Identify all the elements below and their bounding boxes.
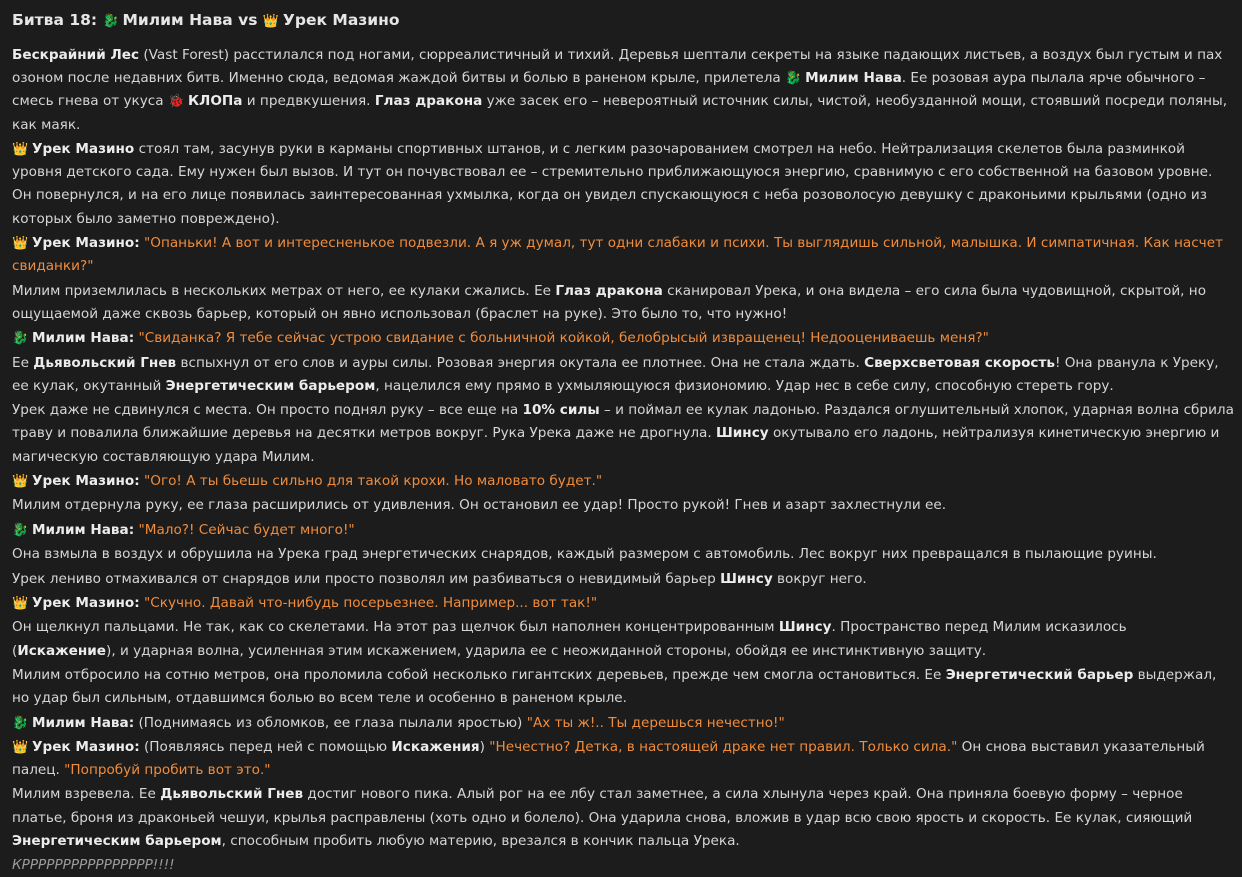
- text: вокруг него.: [772, 570, 867, 587]
- term-lightspeed: Сверхсветовая скорость: [864, 354, 1055, 371]
- text: Милим приземлилась в нескольких метрах от него, ее кулаки сжались. Ее: [12, 282, 556, 299]
- text: стоял там, засунув руки в карманы спортивных штанов, и с легким разочарованием смотрел на небо. Нейтрализация скелетов была разминкой уровня детского сада. Ему нужен был вызов. И тут он почувствовал ее – стремительно приближающуюся энергию, сравнимую с его собственной на базовом уровне. Он повернулся, и на его лице появилась заинтересованная ухмылка, когда он увидел спускающуюся с неба розоволосую девушку с драконьими крыльями (одно из которых было заметно повреждено).: [12, 141, 1213, 227]
- name-milim: Милим Нава: [805, 70, 902, 87]
- term-energy-barrier: Энергетическим барьером: [165, 377, 376, 394]
- text: Он снова выставил указательный палец.: [12, 738, 1205, 779]
- text: (Vast Forest) расстилался под ногами, сюрреалистичный и тихий. Деревья шептали секреты на языке падающих листьев, а воздух был густым и пах озоном после недавних битв. Именно сюда, ведомая жаждой битвы и болью в раненом крыле, прилетела: [12, 47, 1223, 87]
- crown-icon: 👑: [12, 142, 29, 157]
- speaker: Урек Мазино:: [32, 472, 140, 489]
- term-devil-wrath: Дьявольский Гнев: [33, 354, 177, 371]
- text: окутывало его ладонь, нейтрализуя кинетическую энергию и магическую составляющую удара Милим.: [12, 425, 1220, 465]
- speaker: Урек Мазино:: [32, 235, 140, 251]
- crown-icon: 👑: [12, 473, 29, 489]
- dialogue-4: [12, 519, 1234, 542]
- paragraph-18: [12, 783, 1234, 853]
- term-distortion: Искажение: [17, 642, 107, 659]
- crown-icon: 👑: [12, 236, 29, 251]
- stage-direction: (Появляясь перед ней с помощью: [139, 738, 392, 755]
- term-energy-barrier: Энергетический барьер: [945, 666, 1134, 683]
- text: – и поймал ее кулак ладонью. Раздался оглушительный хлопок, ударная волна сбрила траву и повалила ближайшие деревья на десятки метров вокруг. Рука Урека даже не дрогнула.: [12, 402, 1234, 442]
- dialogue-2: [12, 327, 1234, 350]
- term-ten-percent: 10% силы: [522, 402, 600, 419]
- dialogue-5: [12, 592, 1234, 615]
- text: Милим взревела. Ее: [12, 786, 161, 803]
- dragon-icon: 🐉: [102, 14, 119, 29]
- text: Урек даже не сдвинулся с места. Он просто поднял руку – все еще на: [12, 402, 523, 419]
- speaker: Урек Мазино:: [32, 594, 140, 611]
- dragon-icon: 🐉: [12, 331, 29, 347]
- term-distortion: Искажения: [391, 738, 480, 755]
- speaker: Милим Нава:: [32, 714, 135, 731]
- title-fighter1: Милим Нава: [122, 11, 233, 29]
- term-shinsu: Шинсу: [778, 619, 832, 636]
- speech: "Ого! А ты бьешь сильно для такой крохи. Но маловато будет.": [139, 472, 603, 489]
- speech: "Нечестно? Детка, в настоящей драке нет правил. Только сила.": [489, 738, 958, 755]
- paragraph-7: [12, 399, 1234, 469]
- text: ! Она рванула к Уреку, ее кулак, окутанный: [12, 354, 1219, 394]
- paragraph-6: [12, 352, 1234, 398]
- speech: "Опаньки! А вот и интересненькое подвезли. А я уж думал, тут одни слабаки и психи. Ты выглядишь сильной, малышка. И симпатичная. Как насчет свиданки?": [12, 235, 1223, 275]
- text: , нацелился ему прямо в ухмыляющуюся физиономию. Удар нес в себе силу, способную стереть гору.: [375, 377, 1114, 394]
- dragon-icon: 🐉: [12, 522, 29, 538]
- term-energy-barrier: Энергетическим барьером: [12, 832, 222, 849]
- text: , способным пробить любую материю, врезался в кончик пальца Урека.: [221, 832, 740, 849]
- paragraph-1: [12, 44, 1234, 137]
- crown-icon: 👑: [12, 595, 29, 611]
- battle-title: [12, 8, 1234, 34]
- paragraph-4: [12, 280, 1234, 326]
- paragraph-15: [12, 664, 1234, 710]
- title-prefix: Битва 18:: [12, 11, 98, 29]
- text: Она взмыла в воздух и обрушила на Урека град энергетических снарядов, каждый размером с автомобиль. Лес вокруг них превращался в пылающие руины.: [12, 546, 1157, 563]
- crown-icon: 👑: [262, 14, 280, 29]
- speech: "Скучно. Давай что-нибудь посерьезнее. Например... вот так!": [139, 594, 598, 611]
- text: Милим отбросило на сотню метров, она проломила собой несколько гигантских деревьев, прежде чем смогла остановиться. Ее: [12, 666, 946, 683]
- dragon-icon: 🐉: [12, 715, 29, 731]
- dragon-icon: 🐉: [785, 71, 802, 87]
- speech: "Ах ты ж!.. Ты дерешься нечестно!": [526, 714, 785, 731]
- term-devil-wrath: Дьявольский Гнев: [160, 786, 304, 803]
- text: ), и ударная волна, усиленная этим искажением, ударила ее с неожиданной стороны, обойдя ее инстинктивную защиту.: [106, 642, 987, 659]
- dialogue-1: [12, 232, 1234, 278]
- text: . Ее розовая аура пылала ярче обычного – смесь гнева от укуса: [12, 70, 1206, 110]
- paragraph-11: [12, 543, 1234, 566]
- text: уже засек его – невероятный источник силы, чистой, необузданной мощи, стоявший посреди поляны, как маяк.: [12, 93, 1228, 133]
- text: и предвкушения.: [242, 93, 375, 110]
- speaker: Милим Нава:: [32, 521, 135, 538]
- text: Он щелкнул пальцами. Не так, как со скелетами. На этот раз щелчок был наполнен концентрированным: [12, 619, 779, 636]
- stage-direction: (Поднимаясь из обломков, ее глаза пылали яростью): [134, 714, 527, 731]
- paragraph-2: [12, 138, 1234, 231]
- name-urek: Урек Мазино: [32, 141, 135, 157]
- paragraph-12: [12, 568, 1234, 591]
- text: выдержал, но удар был сильным, отдавшимся болью во всем теле и особенно в раненом крыле.: [12, 666, 1217, 707]
- title-vs: vs: [238, 11, 258, 29]
- text: сканировал Урека, и она видела – его сила была чудовищной, скрытой, но ощущаемой даже сквозь барьер, который он явно использовал (браслет на руке). Это было то, что нужно!: [12, 282, 1207, 322]
- speaker: Урек Мазино:: [32, 738, 140, 755]
- term-dragon-eye: Глаз дракона: [555, 282, 663, 299]
- text: вспыхнул от его слов и ауры силы. Розовая энергия окутала ее плотнее. Она не стала ждать.: [176, 354, 865, 371]
- dialogue-6: [12, 712, 1234, 735]
- crown-icon: 👑: [12, 739, 29, 755]
- text: Урек лениво отмахивался от снарядов или просто позволял им разбиваться о невидимый барьер: [12, 570, 721, 587]
- dialogue-7: [12, 736, 1234, 782]
- text: Ее: [12, 354, 34, 371]
- term-shinsu: Шинсу: [720, 570, 773, 587]
- text: . Пространство перед Милим исказилось (: [12, 619, 1127, 659]
- speech: "Свиданка? Я тебе сейчас устрою свидание с больничной койкой, белобрысый извращенец! Недооцениваешь меня?": [134, 330, 989, 347]
- paragraph-14: [12, 616, 1234, 662]
- text: Милим отдернула руку, ее глаза расширились от удивления. Он остановил ее удар! Просто рукой! Гнев и азарт захлестнули ее.: [12, 497, 947, 514]
- speech: "Мало?! Сейчас будет много!": [134, 521, 355, 538]
- dialogue-3: [12, 470, 1234, 493]
- term-vast-forest: Бескрайний Лес: [12, 47, 140, 63]
- text: достиг нового пика. Алый рог на ее лбу стал заметнее, а сила хлынула через край. Она приняла боевую форму – черное платье, броня из драконьей чешуи, крылья расправлены (хоть одно и болело). Она ударила снова, вложив в удар всю свою ярость и скорость. Ее кулак, сияющий: [12, 786, 1193, 826]
- title-fighter2: Урек Мазино: [282, 11, 400, 29]
- term-shinsu: Шинсу: [715, 425, 769, 442]
- speech: "Попробуй пробить вот это.": [64, 762, 271, 779]
- final-sound: КРРРРРРРРРРРРРРРР!!!!: [12, 857, 175, 874]
- name-klop: КЛОПа: [187, 93, 243, 110]
- term-dragon-eye: Глаз дракона: [374, 93, 483, 110]
- paragraph-9: [12, 494, 1234, 517]
- speaker: Милим Нава:: [32, 330, 135, 347]
- stage-direction: ): [479, 738, 490, 755]
- bug-icon: 🐞: [167, 94, 185, 110]
